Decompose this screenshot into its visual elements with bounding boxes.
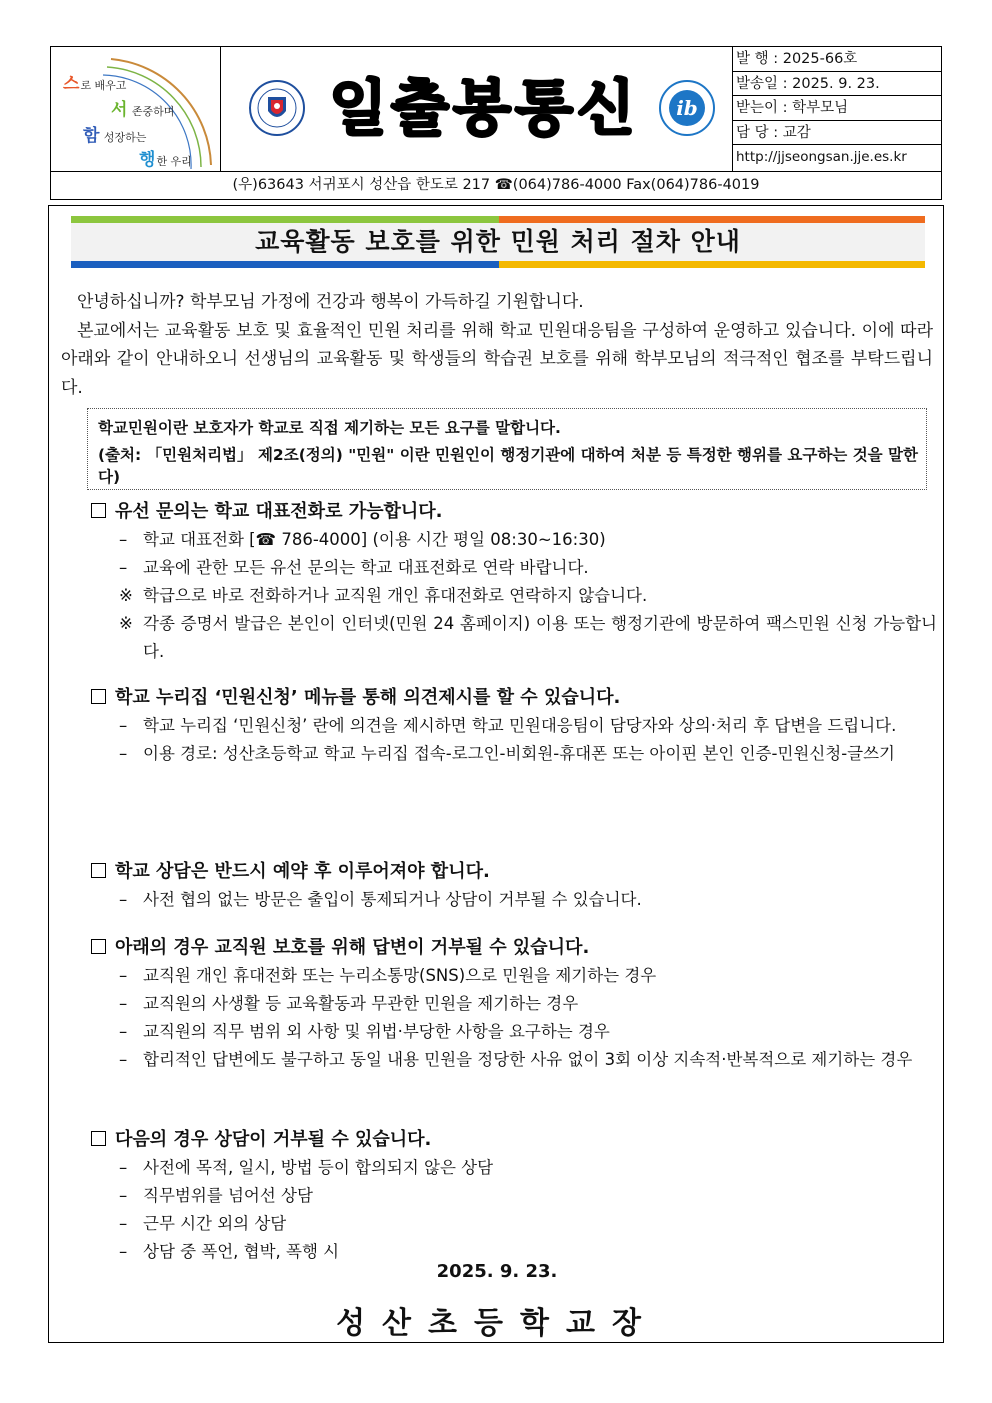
bullet-mark: – bbox=[119, 966, 128, 985]
list-item: – 교직원의 사생활 등 교육활동과 무관한 민원을 제기하는 경우 bbox=[91, 990, 937, 1018]
list-item: – 근무 시간 외의 상담 bbox=[91, 1210, 937, 1238]
list-item: – 교직원 개인 휴대전화 또는 누리소통망(SNS)으로 민원을 제기하는 경우 bbox=[91, 962, 937, 990]
section-4 bbox=[91, 934, 937, 1074]
newsletter-header bbox=[50, 46, 942, 172]
issue-date: 2025. 9. 23. bbox=[436, 1261, 558, 1282]
bullet-mark: ※ bbox=[119, 614, 133, 633]
newsletter-title: 일출봉통신 bbox=[329, 74, 639, 144]
send-date: 발송일 : 2025. 9. 23. bbox=[733, 72, 941, 97]
bullet-mark: – bbox=[119, 716, 128, 735]
bullet-mark: – bbox=[119, 1158, 128, 1177]
list-item: – 직무범위를 넘어선 상담 bbox=[91, 1182, 937, 1210]
list-item: – 이용 경로: 성산초등학교 학교 누리집 접속-로그인-비회원-휴대폰 또는 아이핀 본인 인증-민원신청-글쓰기 bbox=[91, 740, 937, 768]
checkbox-square-icon bbox=[91, 503, 106, 518]
list-item: – 상담 중 폭언, 협박, 폭행 시 bbox=[91, 1238, 937, 1266]
motto-line-1: 스로 배우고 bbox=[63, 74, 127, 94]
recipient: 받는이 : 학부모님 bbox=[733, 96, 941, 121]
list-item: – 사전에 목적, 일시, 방법 등이 합의되지 않은 상담 bbox=[91, 1154, 937, 1182]
motto-line-2: 서 존중하며 bbox=[111, 100, 175, 120]
section-5 bbox=[91, 1126, 937, 1266]
banner-bar-green bbox=[71, 216, 499, 223]
website-link[interactable]: http://jjseongsan.jje.es.kr bbox=[736, 149, 907, 166]
bullet-mark: – bbox=[119, 1214, 128, 1233]
list-item: – 학교 누리집 ‘민원신청’ 란에 의견을 제시하면 학교 민원대응팀이 담당자와 상의·처리 후 답변을 드립니다. bbox=[91, 712, 937, 740]
bullet-mark: ※ bbox=[119, 586, 133, 605]
list-item: ※ 각종 증명서 발급은 본인이 인터넷(민원 24 홈페이지) 이용 또는 행정기관에 방문하여 팩스민원 신청 가능합니다. bbox=[91, 610, 937, 666]
bullet-mark: – bbox=[119, 530, 128, 549]
issue-info bbox=[732, 47, 941, 171]
school-emblem-icon bbox=[248, 79, 306, 137]
school-address: (우)63643 서귀포시 성산읍 한도로 217 ☎(064)786-4000 Fax(064)786-4019 bbox=[50, 172, 942, 200]
bullet-mark: – bbox=[119, 558, 128, 577]
definition-text: 학교민원이란 보호자가 학교로 직접 제기하는 모든 요구를 말합니다. bbox=[98, 419, 561, 437]
section-heading: 학교 누리집 ‘민원신청’ 메뉴를 통해 의견제시를 할 수 있습니다. bbox=[91, 684, 937, 712]
bullet-mark: – bbox=[119, 744, 128, 763]
list-item: – 사전 협의 없는 방문은 출입이 통제되거나 상담이 거부될 수 있습니다. bbox=[91, 886, 937, 914]
section-heading: 아래의 경우 교직원 보호를 위해 답변이 거부될 수 있습니다. bbox=[91, 934, 937, 962]
list-item: ※ 학급으로 바로 전화하거나 교직원 개인 휴대전화로 연락하지 않습니다. bbox=[91, 582, 937, 610]
definition-box bbox=[87, 408, 927, 490]
svg-text:ib: ib bbox=[676, 96, 698, 120]
bullet-mark: – bbox=[119, 1022, 128, 1041]
banner-bar-yellow bbox=[499, 261, 925, 268]
notice-title-banner bbox=[71, 216, 925, 268]
greeting: 안녕하십니까? 학부모님 가정에 건강과 행복이 가득하길 기원합니다. bbox=[77, 292, 584, 312]
list-item: – 합리적인 답변에도 불구하고 동일 내용 민원을 정당한 사유 없이 3회 이상 지속적·반복적으로 제기하는 경우 bbox=[91, 1046, 937, 1074]
list-item: – 교육에 관한 모든 유선 문의는 학교 대표전화로 연락 바랍니다. bbox=[91, 554, 937, 582]
motto-line-3: 함 성장하는 bbox=[83, 126, 147, 146]
section-heading: 학교 상담은 반드시 예약 후 이루어져야 합니다. bbox=[91, 858, 937, 886]
section-2 bbox=[91, 684, 937, 768]
checkbox-square-icon bbox=[91, 1131, 106, 1146]
bullet-mark: – bbox=[119, 1050, 128, 1069]
person-in-charge: 담 당 : 교감 bbox=[733, 121, 941, 146]
checkbox-square-icon bbox=[91, 939, 106, 954]
motto-line-4: 행한 우리 bbox=[139, 150, 192, 170]
checkbox-square-icon bbox=[91, 689, 106, 704]
issue-number: 발 행 : 2025-66호 bbox=[733, 47, 941, 72]
intro-body: 본교에서는 교육활동 보호 및 효율적인 민원 처리를 위해 학교 민원대응팀을 구성하여 운영하고 있습니다. 이에 따라 아래와 같이 안내하오니 선생님의 교육활동 및 학생들의 학습권 보호를 위해 학부모님의 적극적인 협조를 부탁드립니다. bbox=[61, 320, 933, 398]
section-3 bbox=[91, 858, 937, 914]
list-item: – 학교 대표전화 [☎ 786-4000] (이용 시간 평일 08:30~16:30) bbox=[91, 526, 937, 554]
title-area bbox=[222, 47, 732, 171]
bullet-mark: – bbox=[119, 1186, 128, 1205]
ib-world-school-logo-icon bbox=[658, 79, 716, 137]
notice-body bbox=[48, 205, 944, 1343]
definition-source: (출처: 「민원처리법」 제2조(정의) "민원" 이란 민원인이 행정기관에 대하여 처분 등 특정한 행위를 요구하는 것을 말한다) bbox=[98, 446, 918, 486]
bullet-mark: – bbox=[119, 1242, 128, 1261]
bullet-mark: – bbox=[119, 890, 128, 909]
banner-bar-blue bbox=[71, 261, 499, 268]
section-heading: 다음의 경우 상담이 거부될 수 있습니다. bbox=[91, 1126, 937, 1154]
banner-bar-orange bbox=[499, 216, 925, 223]
bullet-mark: – bbox=[119, 994, 128, 1013]
principal-signature: 성산초등학교장 bbox=[336, 1306, 658, 1341]
checkbox-square-icon bbox=[91, 863, 106, 878]
school-motto bbox=[51, 47, 221, 171]
section-heading: 유선 문의는 학교 대표전화로 가능합니다. bbox=[91, 498, 937, 526]
list-item: – 교직원의 직무 범위 외 사항 및 위법·부당한 사항을 요구하는 경우 bbox=[91, 1018, 937, 1046]
notice-title: 교육활동 보호를 위한 민원 처리 절차 안내 bbox=[255, 227, 741, 256]
section-1 bbox=[91, 498, 937, 666]
intro-paragraphs bbox=[61, 288, 933, 402]
